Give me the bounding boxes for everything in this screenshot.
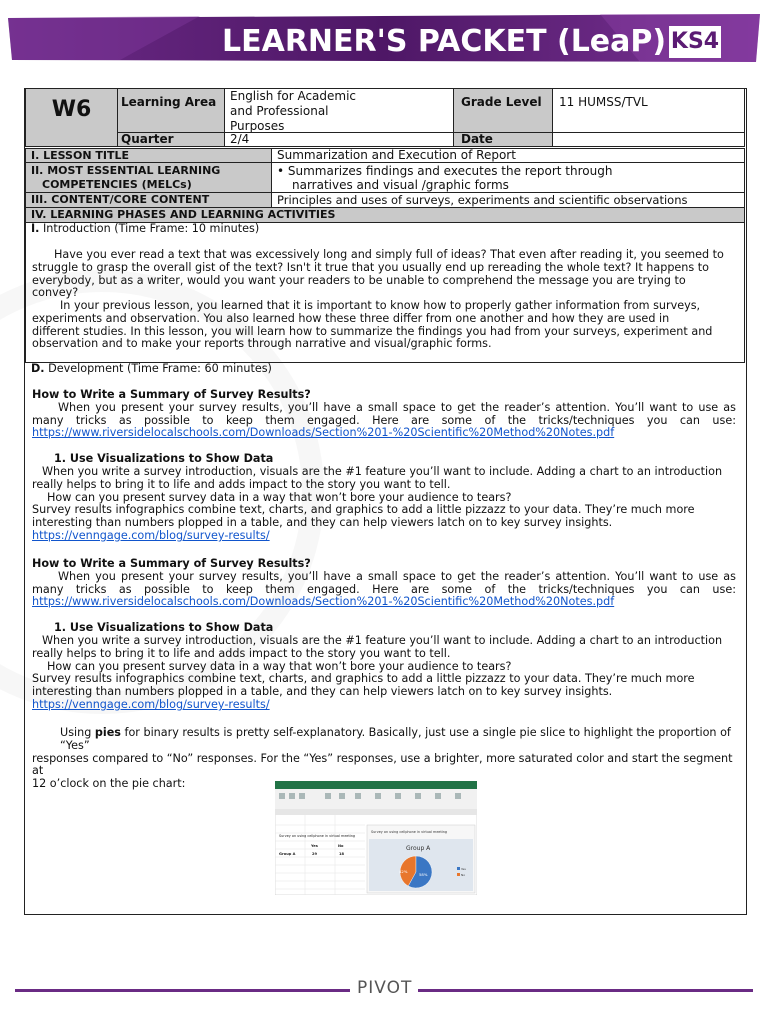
legend-no: No [461,873,466,877]
grade-level-label-cell [453,88,553,133]
pies-pre: Using [60,726,95,739]
grade-level-value-cell [552,88,745,133]
legend-no-swatch [457,873,460,876]
learning-area-value-cell [224,88,454,133]
block-line: really helps to bring it to life and adds impact to the story you want to tell. [32,646,451,660]
content-value-cell [271,192,745,208]
quarter-value-cell [224,132,454,147]
pie-label-right: 58% [419,872,428,877]
intro-p1-line: everybody, but as a writer, would you want your readers to be unable to comprehend the message you are trying to [32,273,686,287]
week-cell [25,88,118,147]
pies-post: for binary results is pretty self-explanatory. Basically, just use a single pie slice to highlight the proportion of “Yes” [60,726,731,752]
intro-p1-line: Have you ever read a text that was excessively long and simply full of ideas? That even after reading it, you seemed to [54,248,724,261]
phases-label: IV. LEARNING PHASES AND LEARNING ACTIVITIES [31,208,336,221]
date-value-cell[interactable] [552,132,745,147]
content-value: Principles and uses of surveys, experiments and scientific observations [277,193,688,207]
intro-p1-line: struggle to grasp the overall gist of the text? Isn't it true that you usually end up rereading the whole text? It happens to [32,260,710,274]
legend-yes: Yes [461,867,466,871]
key-stage-badge: KS4 [669,26,721,58]
spreadsheet-screenshot [275,781,477,895]
excel-title-bar [275,781,477,789]
introduction-paragraph-1 [32,249,740,300]
melcs-value-line-2: narratives and visual /graphic forms [292,178,509,192]
melcs-value-cell [271,162,745,193]
learning-area-value: English for Academic and Professional Purposes [230,89,357,133]
intro-p2-line: experiments and observation. You also learned how these three differ from one another and how they are used in [32,311,670,325]
legend-yes-swatch [457,867,460,870]
summary-block [32,558,736,712]
block-intro-line: When you present your survey results, you’ll have a small space to get the reader’s attention. You’ll want to use as [58,400,736,414]
quarter-value: 2/4 [230,132,250,146]
lesson-title-label-cell [25,148,272,163]
sheet-col-yes: Yes [311,844,318,848]
grade-level-label: Grade Level [461,95,542,109]
introduction-heading-text: Introduction (Time Frame: 10 minutes) [42,222,260,235]
sheet-yes-value: 29 [312,852,318,856]
block-line: Survey results infographics combine text, charts, and graphics to add a little pizzazz to your data. They’re much more [32,672,695,686]
melcs-label-cell [25,162,272,193]
sheet-col-no: No [338,844,344,848]
sheet-no-value: 18 [339,852,345,856]
quarter-label-cell [117,132,225,147]
development-heading-text: Development (Time Frame: 60 minutes) [48,362,272,375]
content-label: III. CONTENT/CORE CONTENT [31,193,210,206]
sheet-table-title: Survey on using cellphone in virtual meeting [279,834,356,838]
block-title: How to Write a Summary of Survey Results? [32,388,311,401]
lesson-title-label: I. LESSON TITLE [31,149,129,162]
block-title: How to Write a Summary of Survey Results? [32,557,311,570]
block-subtitle: 1. Use Visualizations to Show Data [54,621,274,635]
venngage-link[interactable]: https://venngage.com/blog/survey-results/ [32,528,270,542]
week-label: W6 [51,97,92,122]
summary-block [32,389,736,543]
melcs-label-line-2: COMPETENCIES (MELCs) [42,178,192,191]
grade-level-value: 11 HUMSS/TVL [559,95,648,109]
block-line: When you write a survey introduction, visuals are the #1 feature you’ll want to include. Adding a chart to an introduction [42,464,723,478]
intro-p2-line: different studies. In this lesson, you will learn how to summarize the findings you had from your surveys, experiment and [32,324,713,338]
venngage-link[interactable]: https://venngage.com/blog/survey-results/ [32,697,270,711]
development-marker: D. [31,362,45,375]
lesson-title-value: Summarization and Execution of Report [277,148,516,162]
block-line: Survey results infographics combine text, charts, and graphics to add a little pizzazz to your data. They’re much more [32,503,695,517]
riverside-link[interactable]: https://www.riversidelocalschools.com/Downloads/Section%201-%20Scientific%20Method%20Notes.pdf [32,426,615,440]
content-label-cell [25,192,272,208]
intro-p2-line: observation and to make your reports through narrative and visual/graphic forms. [32,337,492,351]
learning-area-label: Learning Area [121,95,217,109]
sheet-row-label: Group A [279,852,296,856]
pies-line-1 [32,727,740,753]
quarter-label: Quarter [121,132,174,146]
introduction-marker: I. [31,222,40,235]
block-line: interesting than numbers plopped in a table, and they can help viewers latch on to key survey insights. [32,516,613,530]
block-line: How can you present survey data in a way that won’t bore your audience to tears? [47,659,512,673]
riverside-link[interactable]: https://www.riversidelocalschools.com/Downloads/Section%201-%20Scientific%20Method%20Notes.pdf [32,595,615,609]
pies-word: pies [94,726,121,739]
packet-title: LEARNER'S PACKET (LeaP) [222,24,667,59]
date-label-cell [453,132,553,147]
block-line: How can you present survey data in a way that won’t bore your audience to tears? [47,490,512,504]
introduction-paragraph-2 [32,300,740,351]
pie-label-left: 42% [399,869,408,874]
chart-group-title: Group A [406,845,431,852]
learning-area-label-cell [117,88,225,133]
intro-p2-line: In your previous lesson, you learned that it is important to know how to properly gather information from surveys, [60,299,701,312]
melcs-value-line-1: • Summarizes findings and executes the report through [277,164,613,178]
block-intro-line: When you present your survey results, you’ll have a small space to get the reader’s attention. You’ll want to use as [58,569,736,583]
development-heading [31,363,272,376]
pies-line-2: responses compared to “No” responses. For the “Yes” responses, use a brighter, more saturated color and start the segment at [32,751,733,778]
melcs-label-line-1: II. MOST ESSENTIAL LEARNING [31,164,221,177]
chart-header: Survey on using cellphone in virtual meeting [371,830,448,834]
block-intro-line: many tricks as possible to keep them engaged. Here are some of the tricks/techniques you can use: [32,413,736,427]
block-line: interesting than numbers plopped in a table, and they can help viewers latch on to key survey insights. [32,685,613,699]
footer-line-left [15,989,350,992]
date-label: Date [461,132,493,146]
intro-p1-line: convey? [32,286,79,300]
block-line: really helps to bring it to life and adds impact to the story you want to tell. [32,477,451,491]
lesson-title-value-cell [271,148,745,163]
footer-line-right [418,989,753,992]
introduction-heading [31,223,259,236]
block-intro-line: many tricks as possible to keep them engaged. Here are some of the tricks/techniques you can use: [32,582,736,596]
pivot-logo: PIVOT [357,978,413,998]
block-line: When you write a survey introduction, visuals are the #1 feature you’ll want to include. Adding a chart to an introduction [42,633,723,647]
phases-label-cell [25,207,745,223]
block-subtitle: 1. Use Visualizations to Show Data [54,452,274,466]
pies-line-3: 12 o’clock on the pie chart: [32,777,186,791]
